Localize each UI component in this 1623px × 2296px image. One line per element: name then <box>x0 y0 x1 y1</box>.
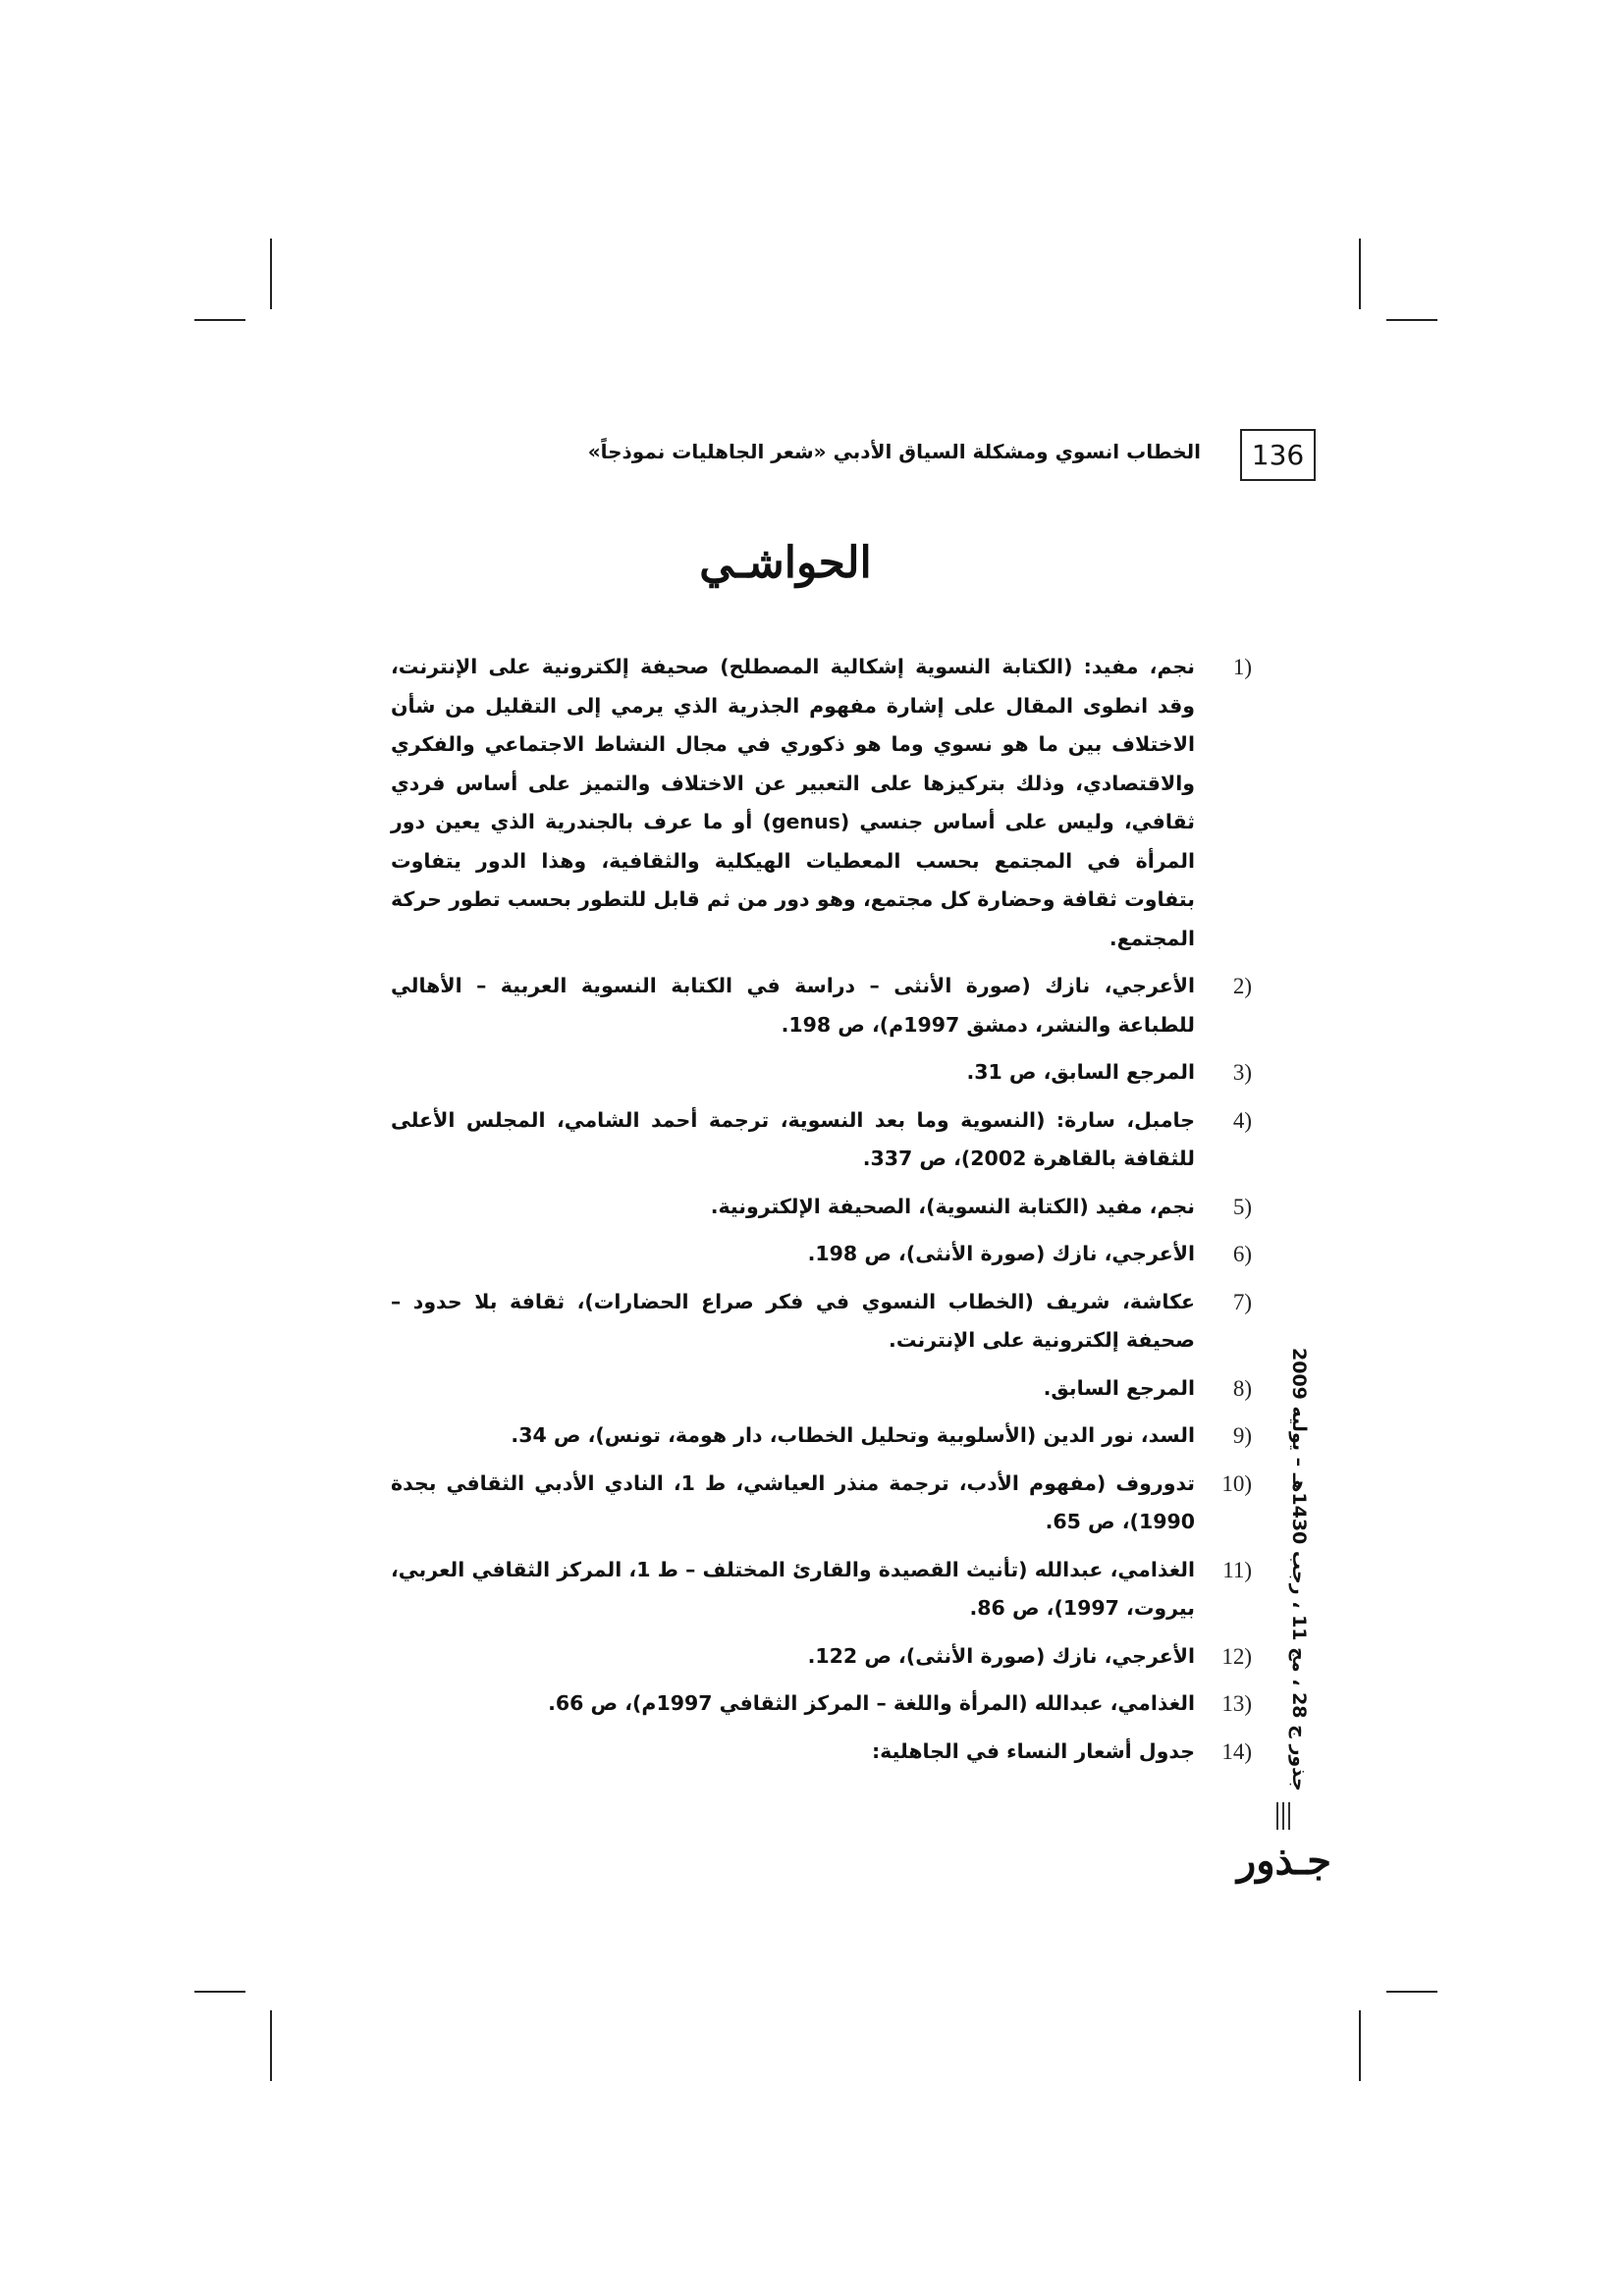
footnote-item <box>391 1235 1252 1274</box>
footnote-item <box>391 1369 1252 1409</box>
footnote-text: الأعرجي، نازك (صورة الأنثى – دراسة في الكتابة النسوية العربية – الأهالي للطباعة والنشر، دمشق 1997م)، ص 198. <box>391 974 1195 1037</box>
footnote-number: 13) <box>1221 1691 1252 1716</box>
footnote-text: نجم، مفيد: (الكتابة النسوية إشكالية المصطلح) صحيفة إلكترونية على الإنترنت، وقد انطوى المقال على إشارة مفهوم الجذرية الذي يرمي إلى التقليل من شأن الاختلاف بين ما هو نسوي وما هو ذكوري في مجال النشاط الاجتماعي والفكري والاقتصادي، وذلك بتركيزها على التعبير عن الاختلاف والتميز على أساس فردي ثقافي، وليس على أساس جنسي (genus) أو ما عرف بالجندرية الذي يعين دور المرأة في المجتمع بحسب المعطيات الهيكلية والثقافية، وهذا الدور يتفاوت بتفاوت ثقافة وحضارة كل مجتمع، وهو دور من ثم قابل للتطور بحسب تطور حركة المجتمع. <box>391 655 1195 950</box>
journal-issue-caption: جذور ج 28 ، مج 11 ، رجب 1430هـ – يوليه 2009 <box>1288 1348 1310 1791</box>
crop-mark <box>270 239 272 309</box>
footnote-text: الغذامي، عبدالله (تأنيث القصيدة والقارئ المختلف – ط 1، المركز الثقافي العربي، بيروت، 1997)، ص 86. <box>391 1557 1195 1620</box>
footnote-number: 9) <box>1232 1423 1252 1448</box>
section-title: الحواشـي <box>699 538 872 588</box>
footnotes-list <box>391 648 1252 1780</box>
crop-mark <box>194 319 245 321</box>
footnote-number: 14) <box>1221 1738 1252 1764</box>
footnote-text: المرجع السابق، ص 31. <box>966 1060 1195 1084</box>
footnote-text: الغذامي، عبدالله (المرأة واللغة – المركز الثقافي 1997م)، ص 66. <box>548 1691 1195 1715</box>
crop-mark <box>194 1991 245 1993</box>
footnote-text: السد، نور الدين (الأسلوبية وتحليل الخطاب، دار هومة، تونس)، ص 34. <box>511 1423 1195 1447</box>
footnote-text: الأعرجي، نازك (صورة الأنثى)، ص 122. <box>807 1643 1195 1668</box>
footnote-item <box>391 648 1252 958</box>
footnote-number: 11) <box>1222 1557 1252 1582</box>
footnote-number: 5) <box>1232 1194 1252 1219</box>
crop-mark <box>1359 2010 1361 2081</box>
footnote-number: 3) <box>1232 1060 1252 1085</box>
running-header: الخطاب انسوي ومشكلة السياق الأدبي «شعر الجاهليات نموذجاً» <box>587 440 1201 463</box>
footnote-text: جدول أشعار النساء في الجاهلية: <box>871 1738 1195 1763</box>
footnote-item <box>391 1101 1252 1179</box>
footnote-text: المرجع السابق. <box>1043 1375 1195 1400</box>
crop-mark <box>1386 1991 1437 1993</box>
footnote-text: جامبل، سارة: (النسوية وما بعد النسوية، ترجمة أحمد الشامي، المجلس الأعلى للثقافة بالقاهرة 2002)، ص 337. <box>391 1107 1195 1170</box>
crop-mark <box>270 2010 272 2081</box>
footnote-item <box>391 1053 1252 1093</box>
divider <box>1276 1802 1278 1830</box>
footnote-text: تدوروف (مفهوم الأدب، ترجمة منذر العياشي، ط 1، النادي الأدبي الثقافي بجدة 1990)، ص 65. <box>391 1470 1195 1533</box>
footnote-text: الأعرجي، نازك (صورة الأنثى)، ص 198. <box>807 1242 1195 1265</box>
footnote-number: 1) <box>1232 655 1252 679</box>
footnote-number: 12) <box>1221 1643 1252 1669</box>
crop-mark <box>1359 239 1361 309</box>
footnote-item <box>391 1551 1252 1629</box>
divider <box>1288 1802 1290 1830</box>
journal-logo: جـذور <box>1236 1838 1331 1884</box>
footnote-item <box>391 967 1252 1044</box>
crop-mark <box>1386 319 1437 321</box>
footnote-number: 8) <box>1232 1375 1252 1401</box>
footnote-number: 6) <box>1232 1242 1252 1266</box>
footnote-item <box>391 1733 1252 1772</box>
footnote-item <box>391 1465 1252 1542</box>
footnote-number: 10) <box>1221 1470 1252 1496</box>
footnote-item <box>391 1416 1252 1456</box>
footnote-text: نجم، مفيد (الكتابة النسوية)، الصحيفة الإلكترونية. <box>710 1194 1195 1218</box>
page-number: 136 <box>1240 429 1316 481</box>
footnote-number: 4) <box>1232 1107 1252 1133</box>
footnote-number: 7) <box>1232 1289 1252 1314</box>
footnote-number: 2) <box>1232 974 1252 998</box>
footnote-item <box>391 1684 1252 1724</box>
divider <box>1282 1802 1284 1830</box>
footnote-item <box>391 1188 1252 1227</box>
footnote-item <box>391 1637 1252 1677</box>
footnote-text: عكاشة، شريف (الخطاب النسوي في فكر صراع الحضارات)، ثقافة بلا حدود – صحيفة إلكترونية على الإنترنت. <box>391 1289 1195 1352</box>
footnote-item <box>391 1283 1252 1361</box>
